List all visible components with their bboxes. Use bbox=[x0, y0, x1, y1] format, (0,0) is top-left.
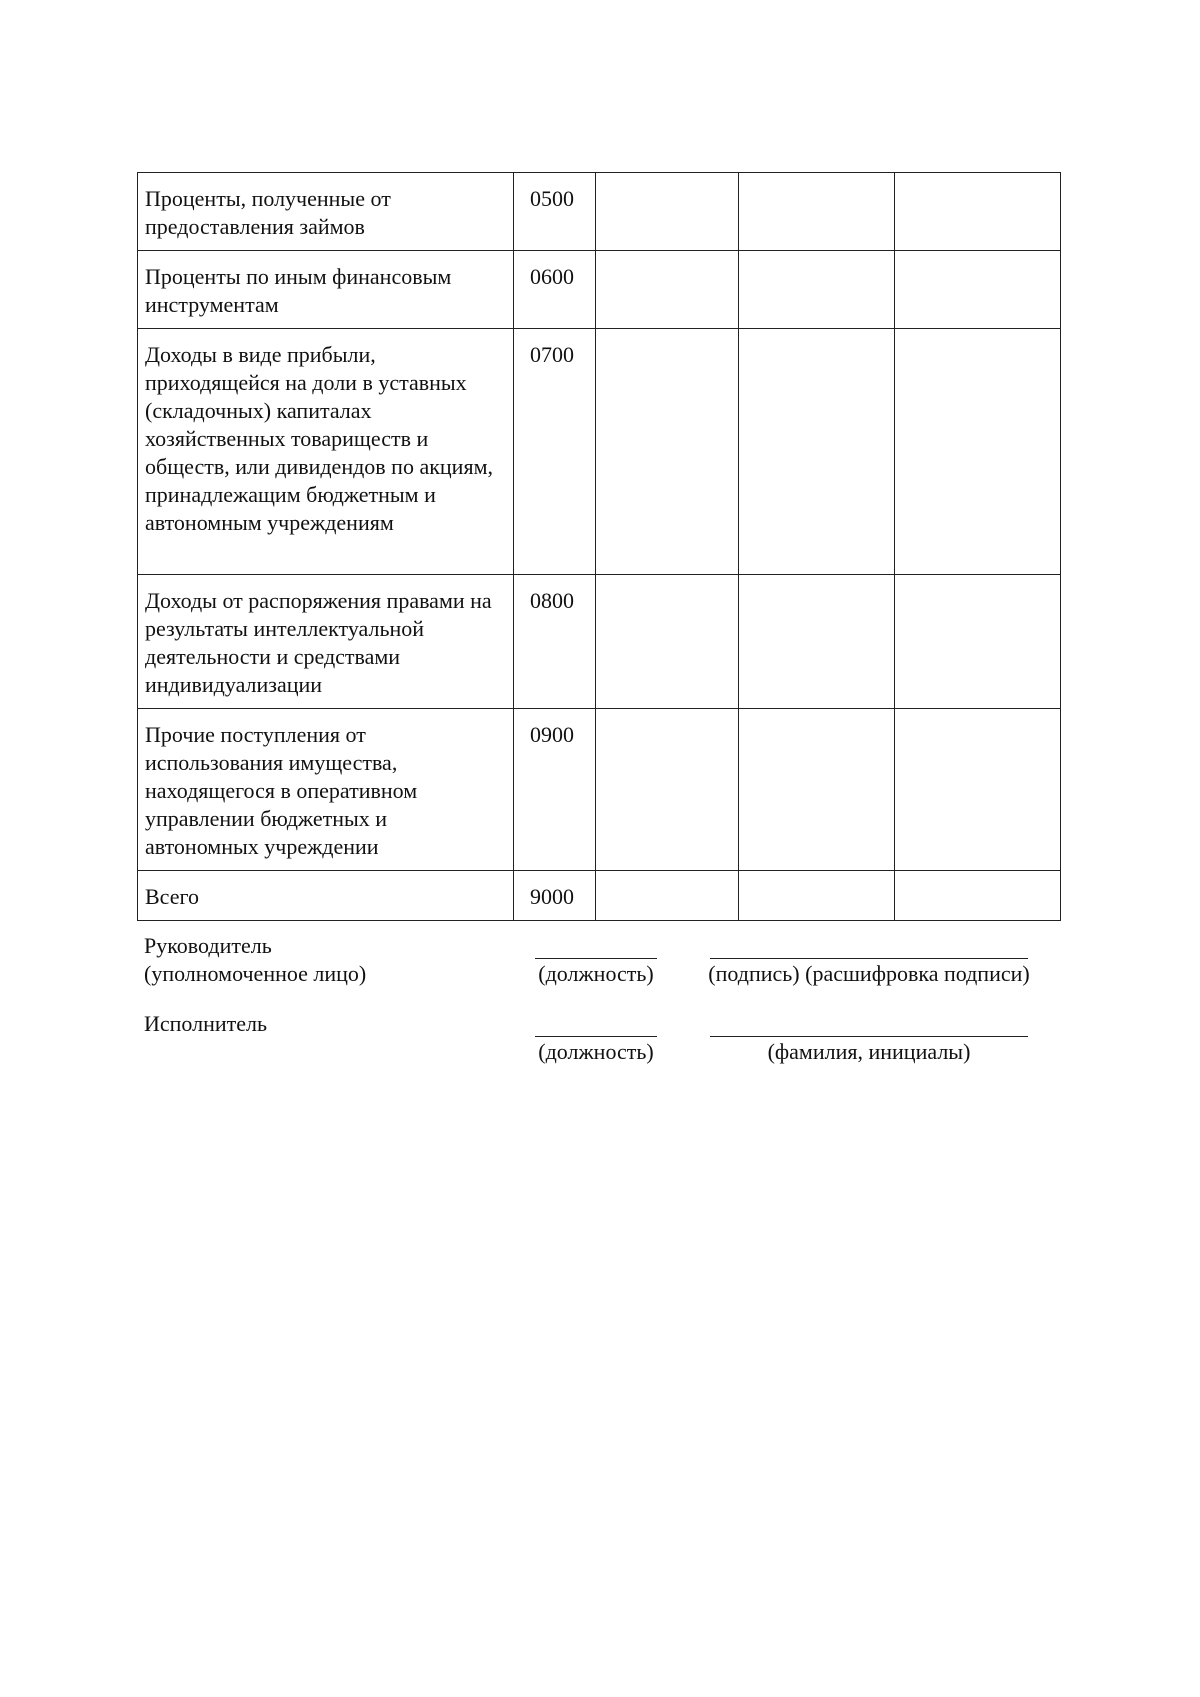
value-cell bbox=[596, 575, 739, 709]
head-label: Руководитель bbox=[144, 933, 272, 958]
table-row bbox=[138, 575, 1061, 709]
value-cell bbox=[895, 173, 1061, 251]
value-cell bbox=[596, 329, 739, 575]
executor-position-line bbox=[535, 1036, 657, 1037]
row-code: 0900 bbox=[514, 709, 596, 871]
executor-name-line bbox=[710, 1036, 1028, 1037]
head-position-line bbox=[535, 958, 657, 959]
row-name: Всего bbox=[138, 871, 514, 921]
value-cell bbox=[895, 329, 1061, 575]
value-cell bbox=[895, 575, 1061, 709]
row-code: 0800 bbox=[514, 575, 596, 709]
head-signature-caption: (подпись) (расшифровка подписи) bbox=[708, 961, 1030, 986]
row-name: Проценты, полученные от предоставления займов bbox=[138, 173, 514, 251]
row-name: Проценты по иным финансовым инструментам bbox=[138, 251, 514, 329]
value-cell bbox=[596, 251, 739, 329]
head-label-sub: (уполномоченное лицо) bbox=[144, 961, 367, 986]
executor-label: Исполнитель bbox=[144, 1011, 268, 1036]
row-code: 9000 bbox=[514, 871, 596, 921]
value-cell bbox=[739, 709, 895, 871]
table-row bbox=[138, 173, 1061, 251]
income-table bbox=[137, 172, 1061, 921]
row-code: 0700 bbox=[514, 329, 596, 575]
value-cell bbox=[596, 871, 739, 921]
table-row bbox=[138, 329, 1061, 575]
value-cell bbox=[739, 251, 895, 329]
row-name: Прочие поступления от использования имущества, находящегося в оперативном управлении бюджетных и автономных учреждении bbox=[138, 709, 514, 871]
table-row-total bbox=[138, 871, 1061, 921]
value-cell bbox=[739, 871, 895, 921]
head-signature-line bbox=[710, 958, 1028, 959]
executor-name-caption: (фамилия, инициалы) bbox=[767, 1039, 971, 1064]
value-cell bbox=[895, 871, 1061, 921]
value-cell bbox=[596, 173, 739, 251]
value-cell bbox=[739, 173, 895, 251]
value-cell bbox=[895, 251, 1061, 329]
executor-position-caption: (должность) bbox=[538, 1039, 654, 1064]
row-code: 0600 bbox=[514, 251, 596, 329]
row-code: 0500 bbox=[514, 173, 596, 251]
value-cell bbox=[739, 329, 895, 575]
row-name: Доходы в виде прибыли, приходящейся на доли в уставных (складочных) капиталах хозяйственных товариществ и обществ, или дивидендов по акциям, принадлежащим бюджетным и автономным учреждениям bbox=[138, 329, 514, 575]
value-cell bbox=[895, 709, 1061, 871]
table-row bbox=[138, 709, 1061, 871]
table-row bbox=[138, 251, 1061, 329]
value-cell bbox=[739, 575, 895, 709]
head-position-caption: (должность) bbox=[538, 961, 654, 986]
row-name: Доходы от распоряжения правами на результаты интеллектуальной деятельности и средствами индивидуализации bbox=[138, 575, 514, 709]
value-cell bbox=[596, 709, 739, 871]
